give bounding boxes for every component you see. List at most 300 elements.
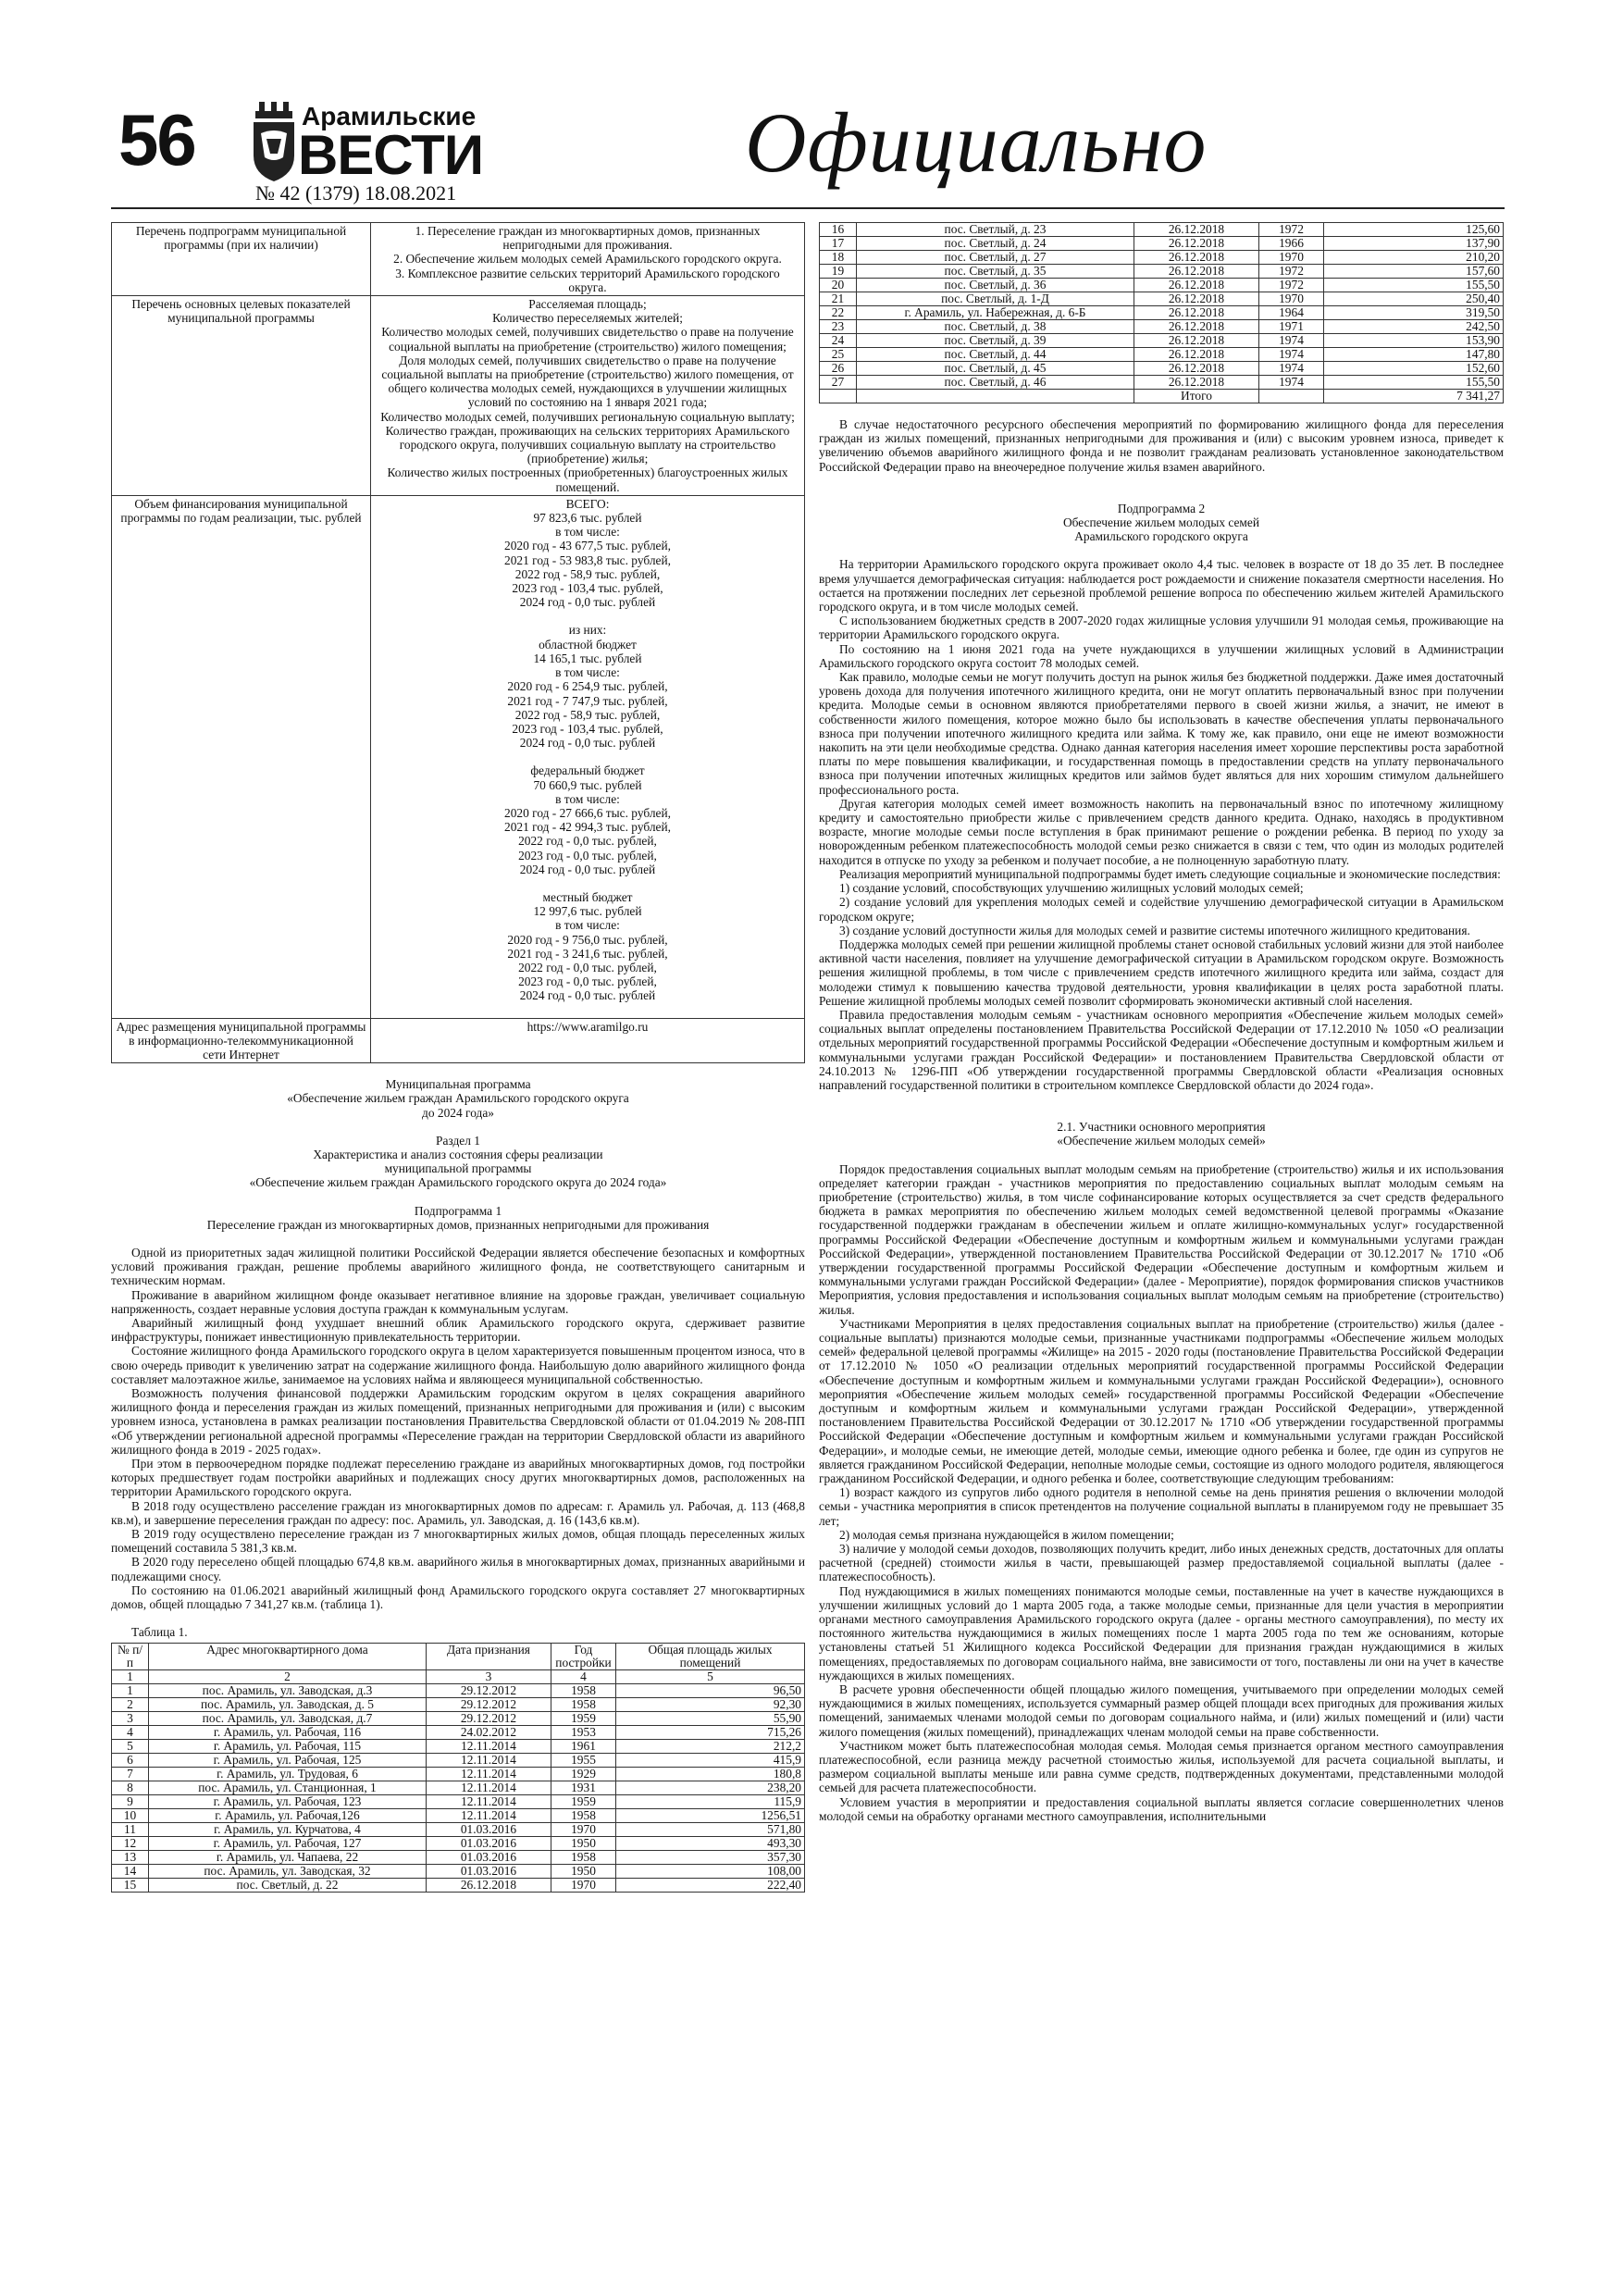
passport-line: 3. Комплексное развитие сельских территорий Арамильского городского округа.	[395, 266, 780, 294]
table-cell: 152,60	[1324, 362, 1504, 376]
table-colnum-cell: 5	[616, 1670, 805, 1684]
table-body	[820, 223, 1504, 390]
table-cell: 180,8	[616, 1768, 805, 1781]
table-cell: 12.11.2014	[427, 1754, 551, 1768]
financing-block	[375, 623, 800, 750]
table-row	[820, 251, 1504, 265]
table-cell: 5	[112, 1740, 149, 1754]
body-paragraph: 2) создание условий для укрепления молодых семей и содействие улучшению демографической ситуации в Арамильском городском округе;	[819, 895, 1504, 924]
passport-value	[371, 495, 805, 1018]
table-cell: 10	[112, 1809, 149, 1823]
table-cell: 1974	[1259, 348, 1324, 362]
body-paragraph: С использованием бюджетных средств в 2007-2020 годах жилищные условия улучшили 91 молодая семья, проживающие на территории Арамильского городского округа.	[819, 614, 1504, 642]
table-cell: пос. Арамиль, ул. Заводская, д. 5	[149, 1698, 427, 1712]
table-row	[820, 223, 1504, 237]
table-cell: 1931	[551, 1781, 616, 1795]
body-paragraph: Как правило, молодые семьи не могут получить доступ на рынок жилья без бюджетной поддержки. Даже имея достаточный уровень дохода для получения ипотечного жилищного кредита, они не могут оплатить первоначальный взнос при получении кредита. Молодые семьи в основном являются приобретателями первого в своей жизни жилья, а значит, не имеют в собственности жилого помещения, которое можно было бы использовать в качестве обеспечения уплаты первоначального взноса при получении ипотечного жилищного кредита или займа. К тому же, как правило, они еще не имеют возможности накопить на эти цели необходимые средства. Однако данная категория населения имеет хорошие перспективы роста заработной платы по мере повышения квалификации, и государственная помощь в предоставлении средств на уплату первоначального взноса при получении ипотечных жилищных кредитов или займов будет являться для них хорошим стимулом дальнейшего профессионального роста.	[819, 670, 1504, 797]
body-paragraph: В 2019 году осуществлено переселение граждан из 7 многоквартирных жилых домов, общая площадь переселенных жилых помещений составила 5 381,3 кв.м.	[111, 1527, 805, 1556]
table-cell: 26.12.2018	[1134, 376, 1259, 390]
financing-line: местный бюджет	[542, 889, 633, 904]
financing-line: 2020 год - 6 254,9 тыс. рублей,	[507, 679, 668, 694]
table-cell: 92,30	[616, 1698, 805, 1712]
table-cell: 1972	[1259, 265, 1324, 279]
table-cell: 14	[112, 1865, 149, 1879]
table-cell: пос. Светлый, д. 35	[857, 265, 1134, 279]
table-cell: 250,40	[1324, 292, 1504, 306]
passport-row	[112, 495, 805, 1018]
table-cell: 26.12.2018	[427, 1879, 551, 1893]
right-body-text	[819, 557, 1504, 1092]
financing-line: в том числе:	[555, 525, 620, 540]
table-cell: 21	[820, 292, 857, 306]
table-cell: 26.12.2018	[1134, 292, 1259, 306]
financing-line: 2022 год - 58,9 тыс. рублей,	[514, 566, 661, 581]
table-cell: г. Арамиль, ул. Рабочая, 116	[149, 1726, 427, 1740]
table-cell: 415,9	[616, 1754, 805, 1768]
subprogram2-heading-line: Арамильского городского округа	[1074, 529, 1248, 544]
table-cell: 26.12.2018	[1134, 348, 1259, 362]
table-caption: Таблица 1.	[131, 1625, 188, 1640]
table-cell: 137,90	[1324, 237, 1504, 251]
table-colnum-cell: 4	[551, 1670, 616, 1684]
coat-of-arms-logo	[252, 102, 296, 181]
heading-line: Раздел 1	[436, 1133, 480, 1148]
body-paragraph: В 2020 году переселено общей площадью 674,8 кв.м. аварийного жилья в многоквартирных домах, признанных аварийными и подлежащими сносу.	[111, 1555, 805, 1583]
table-cell: 24	[820, 334, 857, 348]
table-cell: 155,50	[1324, 376, 1504, 390]
table-row	[820, 279, 1504, 292]
table-cell: 1953	[551, 1726, 616, 1740]
body-paragraph: Реализация мероприятий муниципальной подпрограммы будет иметь следующие социальные и экономические последствия:	[839, 866, 1501, 881]
financing-line: в том числе:	[555, 791, 620, 806]
table-cell: 1958	[551, 1698, 616, 1712]
table-row	[112, 1712, 805, 1726]
table-cell: пос. Арамиль, ул. Заводская, д.7	[149, 1712, 427, 1726]
heading-line: Подпрограмма 1	[414, 1203, 502, 1218]
financing-line: федеральный бюджет	[530, 763, 645, 778]
financing-line: областной бюджет	[539, 637, 637, 652]
table-header-cell: Общая площадь жилых помещений	[616, 1644, 805, 1670]
table-cell: г. Арамиль, ул. Набережная, д. 6-Б	[857, 306, 1134, 320]
table-cell: 153,90	[1324, 334, 1504, 348]
passport-line: Количество жилых построенных (приобретенных) благоустроенных жилых помещений.	[387, 465, 788, 494]
table-cell: 01.03.2016	[427, 1865, 551, 1879]
table-row	[112, 1809, 805, 1823]
table-cell: 12.11.2014	[427, 1809, 551, 1823]
table-row	[820, 376, 1504, 390]
table-cell: 155,50	[1324, 279, 1504, 292]
body-paragraph: По состоянию на 01.06.2021 аварийный жилищный фонд Арамильского городского округа составляет 27 многоквартирных домов, общей площадью 7 341,27 кв.м. (таблица 1).	[111, 1582, 805, 1612]
financing-line: в том числе:	[555, 918, 620, 933]
table-cell: 19	[820, 265, 857, 279]
table-row	[112, 1795, 805, 1809]
table-cell: 108,00	[616, 1865, 805, 1879]
table-cell: пос. Светлый, д. 1-Д	[857, 292, 1134, 306]
table-cell: 4	[112, 1726, 149, 1740]
table-cell: г. Арамиль, ул. Рабочая, 115	[149, 1740, 427, 1754]
heading-line: до 2024 года»	[422, 1105, 494, 1120]
financing-line: 2021 год - 42 994,3 тыс. рублей,	[504, 820, 671, 835]
right-body-text	[819, 1162, 1504, 1824]
passport-line: 2. Обеспечение жильем молодых семей Арамильского городского округа.	[393, 252, 782, 267]
program-passport-table	[111, 222, 805, 1063]
table-cell: 26.12.2018	[1134, 334, 1259, 348]
table-total-value: 7 341,27	[1324, 390, 1504, 403]
passport-line: Количество переселяемых жителей;	[492, 311, 683, 326]
passport-row	[112, 223, 805, 296]
table-cell: 26.12.2018	[1134, 320, 1259, 334]
passport-value	[371, 296, 805, 496]
table-total-label: Итого	[1134, 390, 1259, 403]
issue-info: № 42 (1379) 18.08.2021	[255, 181, 457, 205]
table-cell: 26.12.2018	[1134, 237, 1259, 251]
table-cell: г. Арамиль, ул. Рабочая,126	[149, 1809, 427, 1823]
financing-line: 70 660,9 тыс. рублей	[533, 777, 642, 792]
table-cell: 26.12.2018	[1134, 251, 1259, 265]
table-cell: пос. Светлый, д. 23	[857, 223, 1134, 237]
passport-url[interactable]: https://www.aramilgo.ru	[371, 1018, 805, 1063]
financing-line: 2023 год - 0,0 тыс. рублей,	[518, 974, 657, 989]
table-cell: 18	[820, 251, 857, 265]
table-cell: 212,2	[616, 1740, 805, 1754]
table-cell: 25	[820, 348, 857, 362]
financing-line: 2021 год - 3 241,6 тыс. рублей,	[507, 946, 668, 961]
table-cell: 01.03.2016	[427, 1837, 551, 1851]
financing-line: 2024 год - 0,0 тыс. рублей	[519, 736, 656, 751]
table-cell: 23	[820, 320, 857, 334]
table-cell: 26	[820, 362, 857, 376]
passport-label: Объем финансирования муниципальной программы по годам реализации, тыс. рублей	[112, 495, 371, 1018]
table-cell: 01.03.2016	[427, 1823, 551, 1837]
financing-line: 12 997,6 тыс. рублей	[533, 904, 642, 919]
table-cell: 1950	[551, 1865, 616, 1879]
table-cell: г. Арамиль, ул. Трудовая, 6	[149, 1768, 427, 1781]
table-row	[820, 334, 1504, 348]
financing-line: 2024 год - 0,0 тыс. рублей	[519, 988, 656, 1003]
table-cell: 55,90	[616, 1712, 805, 1726]
table-cell: 29.12.2012	[427, 1684, 551, 1698]
body-paragraph: 3) наличие у молодой семьи доходов, позволяющих получить кредит, либо иных денежных средств, достаточных для оплаты расчетной (средней) стоимости жилья в части, превышающей размер предоставляемой социальной выплаты (далее - платежеспособность).	[819, 1542, 1504, 1584]
body-paragraph: Проживание в аварийном жилищном фонде оказывает негативное влияние на здоровье граждан, увеличивает социальную напряженность, создает неравные условия доступа граждан к коммунальным услугам.	[111, 1287, 805, 1316]
body-paragraph: 2) молодая семья признана нуждающейся в жилом помещении;	[839, 1527, 1174, 1542]
body-paragraph: Порядок предоставления социальных выплат молодым семьям на приобретение (строительство) жилья и их использования определяет категории граждан - участников мероприятия по предоставлению социальных выплат молодым семьям на приобретение (строительство) жилья, в том числе софинансирование которых осуществляется за счет средств федерального бюджета в рамках мероприятия по обеспечению жильем молодых семей ведомственной целевой программы «Оказание государственной поддержки гражданам в обеспечении жильем и оплате жилищно-коммунальных услуг» государственной программы Российской Федерации «Обеспечение доступным и комфортным жильем и коммунальными услугами граждан Российской Федерации», утвержденной постановлением Правительства Российской Федерации от 30.12.2017 № 1710 «Об утверждении государственной программы Российской Федерации «Обеспечение доступным и комфортным жильем и коммунальными услугами граждан Российской Федерации» (далее - Мероприятие), порядок формирования списков участников Мероприятия, условия предоставления и использования социальных выплат молодым семьям на приобретение (строительство) жилья.	[819, 1161, 1504, 1317]
table-cell: 26.12.2018	[1134, 223, 1259, 237]
left-headings	[111, 1077, 805, 1232]
table-colnum-cell: 3	[427, 1670, 551, 1684]
table-cell: 1964	[1259, 306, 1324, 320]
table-row	[112, 1740, 805, 1754]
table-cell: 8	[112, 1781, 149, 1795]
table-cell: 96,50	[616, 1684, 805, 1698]
passport-line: 1. Переселение граждан из многоквартирных домов, признанных непригодными для проживания.	[415, 224, 761, 253]
table-header-row	[112, 1644, 805, 1670]
heading-line: муниципальной программы	[384, 1161, 532, 1176]
table-row	[112, 1879, 805, 1893]
passport-line: Количество молодых семей, получивших свидетельство о праве на получение социальной выплаты на приобретение (строительство) жилого помещения;	[381, 325, 794, 354]
body-paragraph: Под нуждающимися в жилых помещениях понимаются молодые семьи, поставленные на учет в качестве нуждающихся в улучшении жилищных условий до 1 марта 2005 года, а также молодые семьи, признанные для цели участия в мероприятии органами местного самоуправления Арамильского городского округа (далее - органы местного самоуправления), по месту их постоянного жительства нуждающимися в жилых помещениях после 1 марта 2005 года по тем же основаниям, которые установлены статьей 51 Жилищного кодекса Российской Федерации для признания граждан нуждающимися в жилых помещениях, предоставляемых по договорам социального найма, вне зависимости от того, поставлены ли они на учет в качестве нуждающихся в жилых помещениях.	[819, 1583, 1504, 1682]
table-cell: г. Арамиль, ул. Рабочая, 123	[149, 1795, 427, 1809]
table-row	[820, 348, 1504, 362]
financing-line: 2022 год - 58,9 тыс. рублей,	[514, 707, 661, 722]
table-row	[820, 237, 1504, 251]
body-paragraph: По состоянию на 1 июня 2021 года на учете нуждающихся в улучшении жилищных условий в Администрации Арамильского городского округа состоит 78 молодых семей.	[819, 641, 1504, 670]
financing-line: из них:	[568, 623, 607, 638]
table-body	[112, 1670, 805, 1893]
table-cell: 147,80	[1324, 348, 1504, 362]
table-row	[112, 1698, 805, 1712]
table-row	[112, 1726, 805, 1740]
table-header-cell: № п/п	[112, 1644, 149, 1670]
table-cell: 1959	[551, 1795, 616, 1809]
table-cell: 26.12.2018	[1134, 306, 1259, 320]
table-cell: 1	[112, 1684, 149, 1698]
table-row	[112, 1823, 805, 1837]
subprogram2-heading-line: Подпрограмма 2	[1117, 501, 1206, 515]
financing-block	[375, 890, 800, 1003]
table-cell: 17	[820, 237, 857, 251]
table-cell: 493,30	[616, 1837, 805, 1851]
passport-label: Адрес размещения муниципальной программы в информационно-телекоммуникационной сети Интернет	[112, 1018, 371, 1063]
table-cell: 2	[112, 1698, 149, 1712]
table-cell: 22	[820, 306, 857, 320]
table-cell: 24.02.2012	[427, 1726, 551, 1740]
financing-line: 2020 год - 27 666,6 тыс. рублей,	[504, 805, 671, 820]
table-cell: 26.12.2018	[1134, 265, 1259, 279]
heading-line: Характеристика и анализ состояния сферы реализации	[313, 1147, 603, 1161]
table-cell: 29.12.2012	[427, 1712, 551, 1726]
passport-line: Доля молодых семей, получивших свидетельство о праве на получение социальной выплаты на приобретение (строительство) жилого помещения, от общего количества молодых семей, нуждающихся в улучшении жилищных условий по состоянию на 1 января 2021 года;	[381, 353, 794, 410]
table-cell: пос. Арамиль, ул. Станционная, 1	[149, 1781, 427, 1795]
table-cell: 319,50	[1324, 306, 1504, 320]
table-cell: 157,60	[1324, 265, 1504, 279]
financing-line: 2023 год - 0,0 тыс. рублей,	[518, 848, 657, 863]
passport-value	[371, 223, 805, 296]
table-colnum-cell: 1	[112, 1670, 149, 1684]
table-cell: г. Арамиль, ул. Курчатова, 4	[149, 1823, 427, 1837]
table-cell: 1959	[551, 1712, 616, 1726]
table-cell: 1958	[551, 1851, 616, 1865]
financing-block	[375, 497, 800, 610]
left-body-text	[111, 1246, 805, 1611]
table-header-cell: Адрес многоквартирного дома	[149, 1644, 427, 1670]
table-cell: 15	[112, 1879, 149, 1893]
passport-row	[112, 1018, 805, 1063]
financing-line: 2022 год - 0,0 тыс. рублей,	[518, 960, 657, 974]
table-row	[112, 1781, 805, 1795]
emergency-housing-table-continued	[819, 222, 1504, 403]
table-row	[820, 265, 1504, 279]
table-cell: 115,9	[616, 1795, 805, 1809]
body-paragraph: Аварийный жилищный фонд ухудшает внешний облик Арамильского городского округа, сдерживает развитие инфраструктуры, понижает инвестиционную привлекательность территории.	[111, 1316, 805, 1345]
page-number: 56	[118, 99, 195, 180]
table-cell: 6	[112, 1754, 149, 1768]
table-cell: 16	[820, 223, 857, 237]
table-total-row	[820, 390, 1504, 403]
table-cell: пос. Арамиль, ул. Заводская, д.3	[149, 1684, 427, 1698]
table-cell: 210,20	[1324, 251, 1504, 265]
financing-line: 2021 год - 7 747,9 тыс. рублей,	[507, 693, 668, 708]
body-paragraph: 1) возраст каждого из супругов либо одного родителя в неполной семье на день принятия решения о включении молодой семьи - участника мероприятия в список претендентов на получение социальной выплаты в планируемом году не превышает 35 лет;	[819, 1485, 1504, 1528]
table-cell: пос. Светлый, д. 38	[857, 320, 1134, 334]
financing-line: 2024 год - 0,0 тыс. рублей	[519, 862, 656, 876]
body-paragraph: На территории Арамильского городского округа проживает около 4,4 тыс. человек в возрасте от 18 до 35 лет. В последнее время улучшается демографическая ситуация: наблюдается рост рождаемости и снижение показателя смертности населения. Но остается на протяжении последних лет серьезной проблемой решение вопроса по обеспечению жильем жителей Арамильского городского округа, и в том числе молодых семей.	[819, 557, 1504, 614]
table-cell: 1970	[1259, 292, 1324, 306]
table-cell: 26.12.2018	[1134, 362, 1259, 376]
body-paragraph: Одной из приоритетных задач жилищной политики Российской Федерации является обеспечение безопасных и комфортных условий проживания граждан, решение проблемы аварийного жилищного фонда, не соответствующего санитарным и техническим нормам.	[111, 1246, 805, 1288]
table-cell: пос. Светлый, д. 45	[857, 362, 1134, 376]
table-cell: 1929	[551, 1768, 616, 1781]
body-paragraph: Участником может быть платежеспособная молодая семья. Молодая семья признается органом местного самоуправления платежеспособной, если разница между расчетной стоимостью жилья, используемой для расчета социальной выплаты, и размером социальной выплаты меньше или равна сумме средств, подтвержденных документами, представленными молодой семьей для расчета платежеспособности.	[819, 1738, 1504, 1795]
table-row	[820, 292, 1504, 306]
table-cell: пос. Светлый, д. 44	[857, 348, 1134, 362]
table-cell: 571,80	[616, 1823, 805, 1837]
subprogram2-heading-line: Обеспечение жильем молодых семей	[1062, 515, 1260, 530]
passport-line: Количество граждан, проживающих на сельских территориях Арамильского городского округа, получивших социальную выплату на строительство (приобретение) жилья;	[385, 423, 790, 466]
financing-line: 2020 год - 9 756,0 тыс. рублей,	[507, 932, 668, 947]
table-cell: 1972	[1259, 279, 1324, 292]
table-cell: 29.12.2012	[427, 1698, 551, 1712]
heading-spacer	[111, 1190, 805, 1204]
body-paragraph: Условием участия в мероприятии и предоставления социальной выплаты является согласие совершеннолетних членов молодой семьи на обработку органами местного самоуправления, исполнительными	[819, 1794, 1504, 1823]
table-cell: 1970	[1259, 251, 1324, 265]
body-paragraph: Состояние жилищного фонда Арамильского городского округа в целом характеризуется повышенным процентом износа, что в свою очередь приводит к увеличению затрат на содержание жилищного фонда. Наибольшую долю аварийного жилищного фонда составляет малоэтажное жилье, занимаемое на условиях найма и являющееся муниципальной собственностью.	[111, 1344, 805, 1386]
table-cell: пос. Светлый, д. 24	[857, 237, 1134, 251]
table-cell: 1961	[551, 1740, 616, 1754]
heading-line: Муниципальная программа	[385, 1077, 531, 1092]
table-cell: 1974	[1259, 376, 1324, 390]
table-cell: пос. Арамиль, ул. Заводская, 32	[149, 1865, 427, 1879]
emergency-housing-table	[111, 1643, 805, 1893]
table-cell: пос. Светлый, д. 22	[149, 1879, 427, 1893]
body-paragraph: Правила предоставления молодым семьям - участникам основного мероприятия «Обеспечение жильем молодых семей» социальных выплат определены постановлением Правительства Российской Федерации от 17.12.2010 № 1050 «О реализации отдельных мероприятий государственной программы Российской Федерации «Обеспечение доступным и комфортным жильем и коммунальными услугами граждан Российской Федерации» и постановлением Правительства Свердловской области от 24.10.2013 № 1296-ПП «Об утверждении государственной программы Свердловской области «Реализация основных направлений государственной политики в строительном комплексе Свердловской области до 2024 года».	[819, 1007, 1504, 1092]
heading-line: «Обеспечение жильем граждан Арамильского городского округа	[287, 1091, 629, 1106]
financing-line: 2023 год - 103,4 тыс. рублей,	[512, 721, 663, 736]
table-row	[112, 1865, 805, 1879]
table-header-cell: Год постройки	[551, 1644, 616, 1670]
table-cell: 12	[112, 1837, 149, 1851]
table-row	[112, 1754, 805, 1768]
table-cell: 125,60	[1324, 223, 1504, 237]
table-cell: 238,20	[616, 1781, 805, 1795]
table-cell: 1950	[551, 1837, 616, 1851]
financing-line: 2023 год - 103,4 тыс. рублей,	[512, 581, 663, 596]
table-cell: 27	[820, 376, 857, 390]
financing-line: 2024 год - 0,0 тыс. рублей	[519, 595, 656, 610]
table-cell: 7	[112, 1768, 149, 1781]
passport-label: Перечень подпрограмм муниципальной программы (при их наличии)	[112, 223, 371, 296]
financing-line: 2021 год - 53 983,8 тыс. рублей,	[504, 552, 671, 567]
table-cell: 12.11.2014	[427, 1768, 551, 1781]
table-cell: 1970	[551, 1823, 616, 1837]
financing-line: в том числе:	[555, 665, 620, 680]
financing-line: ВСЕГО:	[565, 496, 610, 511]
table-cell: 20	[820, 279, 857, 292]
table-row	[112, 1768, 805, 1781]
section-title: Официально	[745, 95, 1208, 190]
table-header-cell: Дата признания	[427, 1644, 551, 1670]
header-divider	[111, 207, 1505, 209]
table-cell: 1971	[1259, 320, 1324, 334]
table-cell: 1256,51	[616, 1809, 805, 1823]
passport-line: Количество молодых семей, получивших региональную социальную выплату;	[380, 409, 795, 424]
financing-block	[375, 763, 800, 876]
table-cell: 12.11.2014	[427, 1795, 551, 1809]
table-cell: 26.12.2018	[1134, 279, 1259, 292]
left-column	[111, 222, 805, 1893]
heading-spacer	[111, 1120, 805, 1134]
table-cell: пос. Светлый, д. 39	[857, 334, 1134, 348]
table-cell: 1970	[551, 1879, 616, 1893]
body-paragraph: В случае недостаточного ресурсного обеспечения мероприятий по формированию жилищного фонда для переселения граждан из жилых помещений, признанных непригодными для проживания и (или) с высоким уровнем износа, приведет к увеличению объемов аварийного жилищного фонда и не позволит гражданам реализовать установленное законодательством Российской Федерации право на внеочередное получение жилья взамен аварийного.	[819, 417, 1504, 474]
section-2-1-heading-line: «Обеспечение жильем молодых семей»	[1057, 1134, 1266, 1148]
table-row	[112, 1837, 805, 1851]
table-cell: 1966	[1259, 237, 1324, 251]
brand-name-top: Арамильские	[302, 102, 477, 130]
heading-line: Переселение граждан из многоквартирных домов, признанных непригодными для проживания	[206, 1217, 710, 1232]
financing-line: 2020 год - 43 677,5 тыс. рублей,	[504, 539, 671, 553]
financing-line: 2022 год - 0,0 тыс. рублей,	[518, 834, 657, 849]
passport-row	[112, 296, 805, 496]
section-2-1-heading-line: 2.1. Участники основного мероприятия	[1057, 1120, 1266, 1135]
table-cell: г. Арамиль, ул. Чапаева, 22	[149, 1851, 427, 1865]
table-cell: 357,30	[616, 1851, 805, 1865]
table-row	[820, 306, 1504, 320]
table-cell: пос. Светлый, д. 46	[857, 376, 1134, 390]
table-cell: 1974	[1259, 362, 1324, 376]
table-cell: 242,50	[1324, 320, 1504, 334]
body-paragraph: Другая категория молодых семей имеет возможность накопить на первоначальный взнос по ипотечному жилищному кредиту и самостоятельно приобрести жилье с привлечением средств данного кредита. Однако, находясь в продуктивном возрасте, многие молодые семьи после вступления в брак принимают решение о рождении ребенка. В период по уходу за новорожденным ребенком платежеспособность молодой семьи резко снижается в связи с тем, что один из молодых родителей находится в отпуске по уходу за ребенком и получает пособие, а не полноценную заработную плату.	[819, 796, 1504, 867]
table-cell: г. Арамиль, ул. Рабочая, 127	[149, 1837, 427, 1851]
body-paragraph: 1) создание условий, способствующих улучшению жилищных условий молодых семей;	[839, 881, 1304, 896]
table-cell: 1958	[551, 1684, 616, 1698]
table-cell: 1972	[1259, 223, 1324, 237]
table-row	[112, 1684, 805, 1698]
table-colnum-cell: 2	[149, 1670, 427, 1684]
body-paragraph: Участниками Мероприятия в целях предоставления социальных выплат на приобретение (строительство) жилья (далее - социальные выплаты) признаются молодые семьи, признанные участниками подпрограммы «Обеспечение жильем молодых семей» федеральной целевой программы «Жилище» на 2015 - 2020 годы (постановление Правительства Российской Федерации от 17.12.2010 № 1050 «О реализации отдельных мероприятий государственной программы Российской Федерации «Обеспечение доступным и комфортным жильем и коммунальными услугами граждан Российской Федерации»), основного мероприятия «Обеспечение жильем молодых семей» государственной программы Российской Федерации «Обеспечение доступным и комфортным жильем и коммунальными услугами граждан Российской Федерации», утвержденной постановлением Правительства Российской Федерации от 30.12.2017 № 1710 «Об утверждении государственной программы Российской Федерации «Обеспечение доступным и комфортным жильем и коммунальными услугами граждан Российской Федерации», и молодые семьи, не имеющие детей, молодые семьи, имеющие одного ребенка и более, где один из супругов не является гражданином Российской Федерации, неполные молодые семьи, состоящие из одного молодого родителя, являющегося гражданином Российской Федерации, и одного ребенка и более, соответствующие следующим требованиям:	[819, 1316, 1504, 1486]
table-row	[820, 362, 1504, 376]
table-cell: 12.11.2014	[427, 1781, 551, 1795]
body-paragraph: При этом в первоочередном порядке подлежат переселению граждане из аварийных многоквартирных домов, год постройки которых предшествует годам постройки аварийных и подлежащих сносу других многоквартирных домов, расположенных на территории Арамильского городского округа.	[111, 1457, 805, 1499]
table-cell: 13	[112, 1851, 149, 1865]
table-cell: 11	[112, 1823, 149, 1837]
heading-line: «Обеспечение жильем граждан Арамильского городского округа до 2024 года»	[249, 1175, 667, 1190]
table-cell: 01.03.2016	[427, 1851, 551, 1865]
table-cell: г. Арамиль, ул. Рабочая, 125	[149, 1754, 427, 1768]
table-cell: 222,40	[616, 1879, 805, 1893]
table-cell: 1955	[551, 1754, 616, 1768]
table-cell: 9	[112, 1795, 149, 1809]
body-paragraph: Возможность получения финансовой поддержки Арамильским городским округом в целях сокращения аварийного жилищного фонда и переселения граждан из жилых помещений, признанных непригодными для проживания и (или) с высоким уровнем износа, установлена в рамках реализации постановления Правительства Свердловской области от 01.04.2019 № 208-ПП «Об утверждении региональной адресной программы «Переселение граждан на территории Свердловской области из аварийного жилищного фонда в 2019 - 2025 годах».	[111, 1386, 805, 1457]
body-paragraph: В расчете уровня обеспеченности общей площадью жилого помещения, учитываемого при определении молодых семей нуждающимися в жилых помещениях, используется суммарный размер общей площади всех пригодных для проживания жилых помещений, занимаемых членами молодой семьи по договорам социального найма, и (или) жилых помещений и (или) части жилого помещения (жилых помещений), принадлежащих членам молодой семьи на праве собственности.	[819, 1682, 1504, 1739]
table-cell: 715,26	[616, 1726, 805, 1740]
body-paragraph: 3) создание условий доступности жилья для молодых семей и развитие системы ипотечного жилищного кредитования.	[839, 923, 1470, 937]
right-column	[819, 222, 1504, 1823]
table-row	[820, 320, 1504, 334]
passport-line: Расселяемая площадь;	[528, 297, 647, 312]
table-cell: 3	[112, 1712, 149, 1726]
brand-name-main: ВЕСТИ	[298, 124, 483, 186]
table-row	[112, 1851, 805, 1865]
body-paragraph: Поддержка молодых семей при решении жилищной проблемы станет основой стабильных условий жизни для этой наиболее активной части населения, повлияет на улучшение демографической ситуации в Арамильском городском округе. Возможность решения жилищной проблемы, в том числе с привлечением средств ипотечного жилищного кредита или займа, создаст для молодежи стимул к повышению качества трудовой деятельности, уровня квалификации в целях роста заработной платы. Решение жилищной проблемы молодых семей позволит сформировать экономически активный слой населения.	[819, 937, 1504, 1008]
financing-line: 97 823,6 тыс. рублей	[533, 511, 642, 526]
table-cell: 1974	[1259, 334, 1324, 348]
financing-line: 14 165,1 тыс. рублей	[533, 651, 642, 665]
table-colnum-row	[112, 1670, 805, 1684]
table-cell: 1958	[551, 1809, 616, 1823]
table-cell: пос. Светлый, д. 36	[857, 279, 1134, 292]
table-cell: 12.11.2014	[427, 1740, 551, 1754]
body-paragraph: В 2018 году осуществлено расселение граждан из многоквартирных домов по адресам: г. Арамиль ул. Рабочая, д. 113 (468,8 кв.м), и завершение переселения граждан по адресу: пос. Арамиль, ул. Заводская, д. 16 (143,6 кв.м).	[111, 1498, 805, 1527]
